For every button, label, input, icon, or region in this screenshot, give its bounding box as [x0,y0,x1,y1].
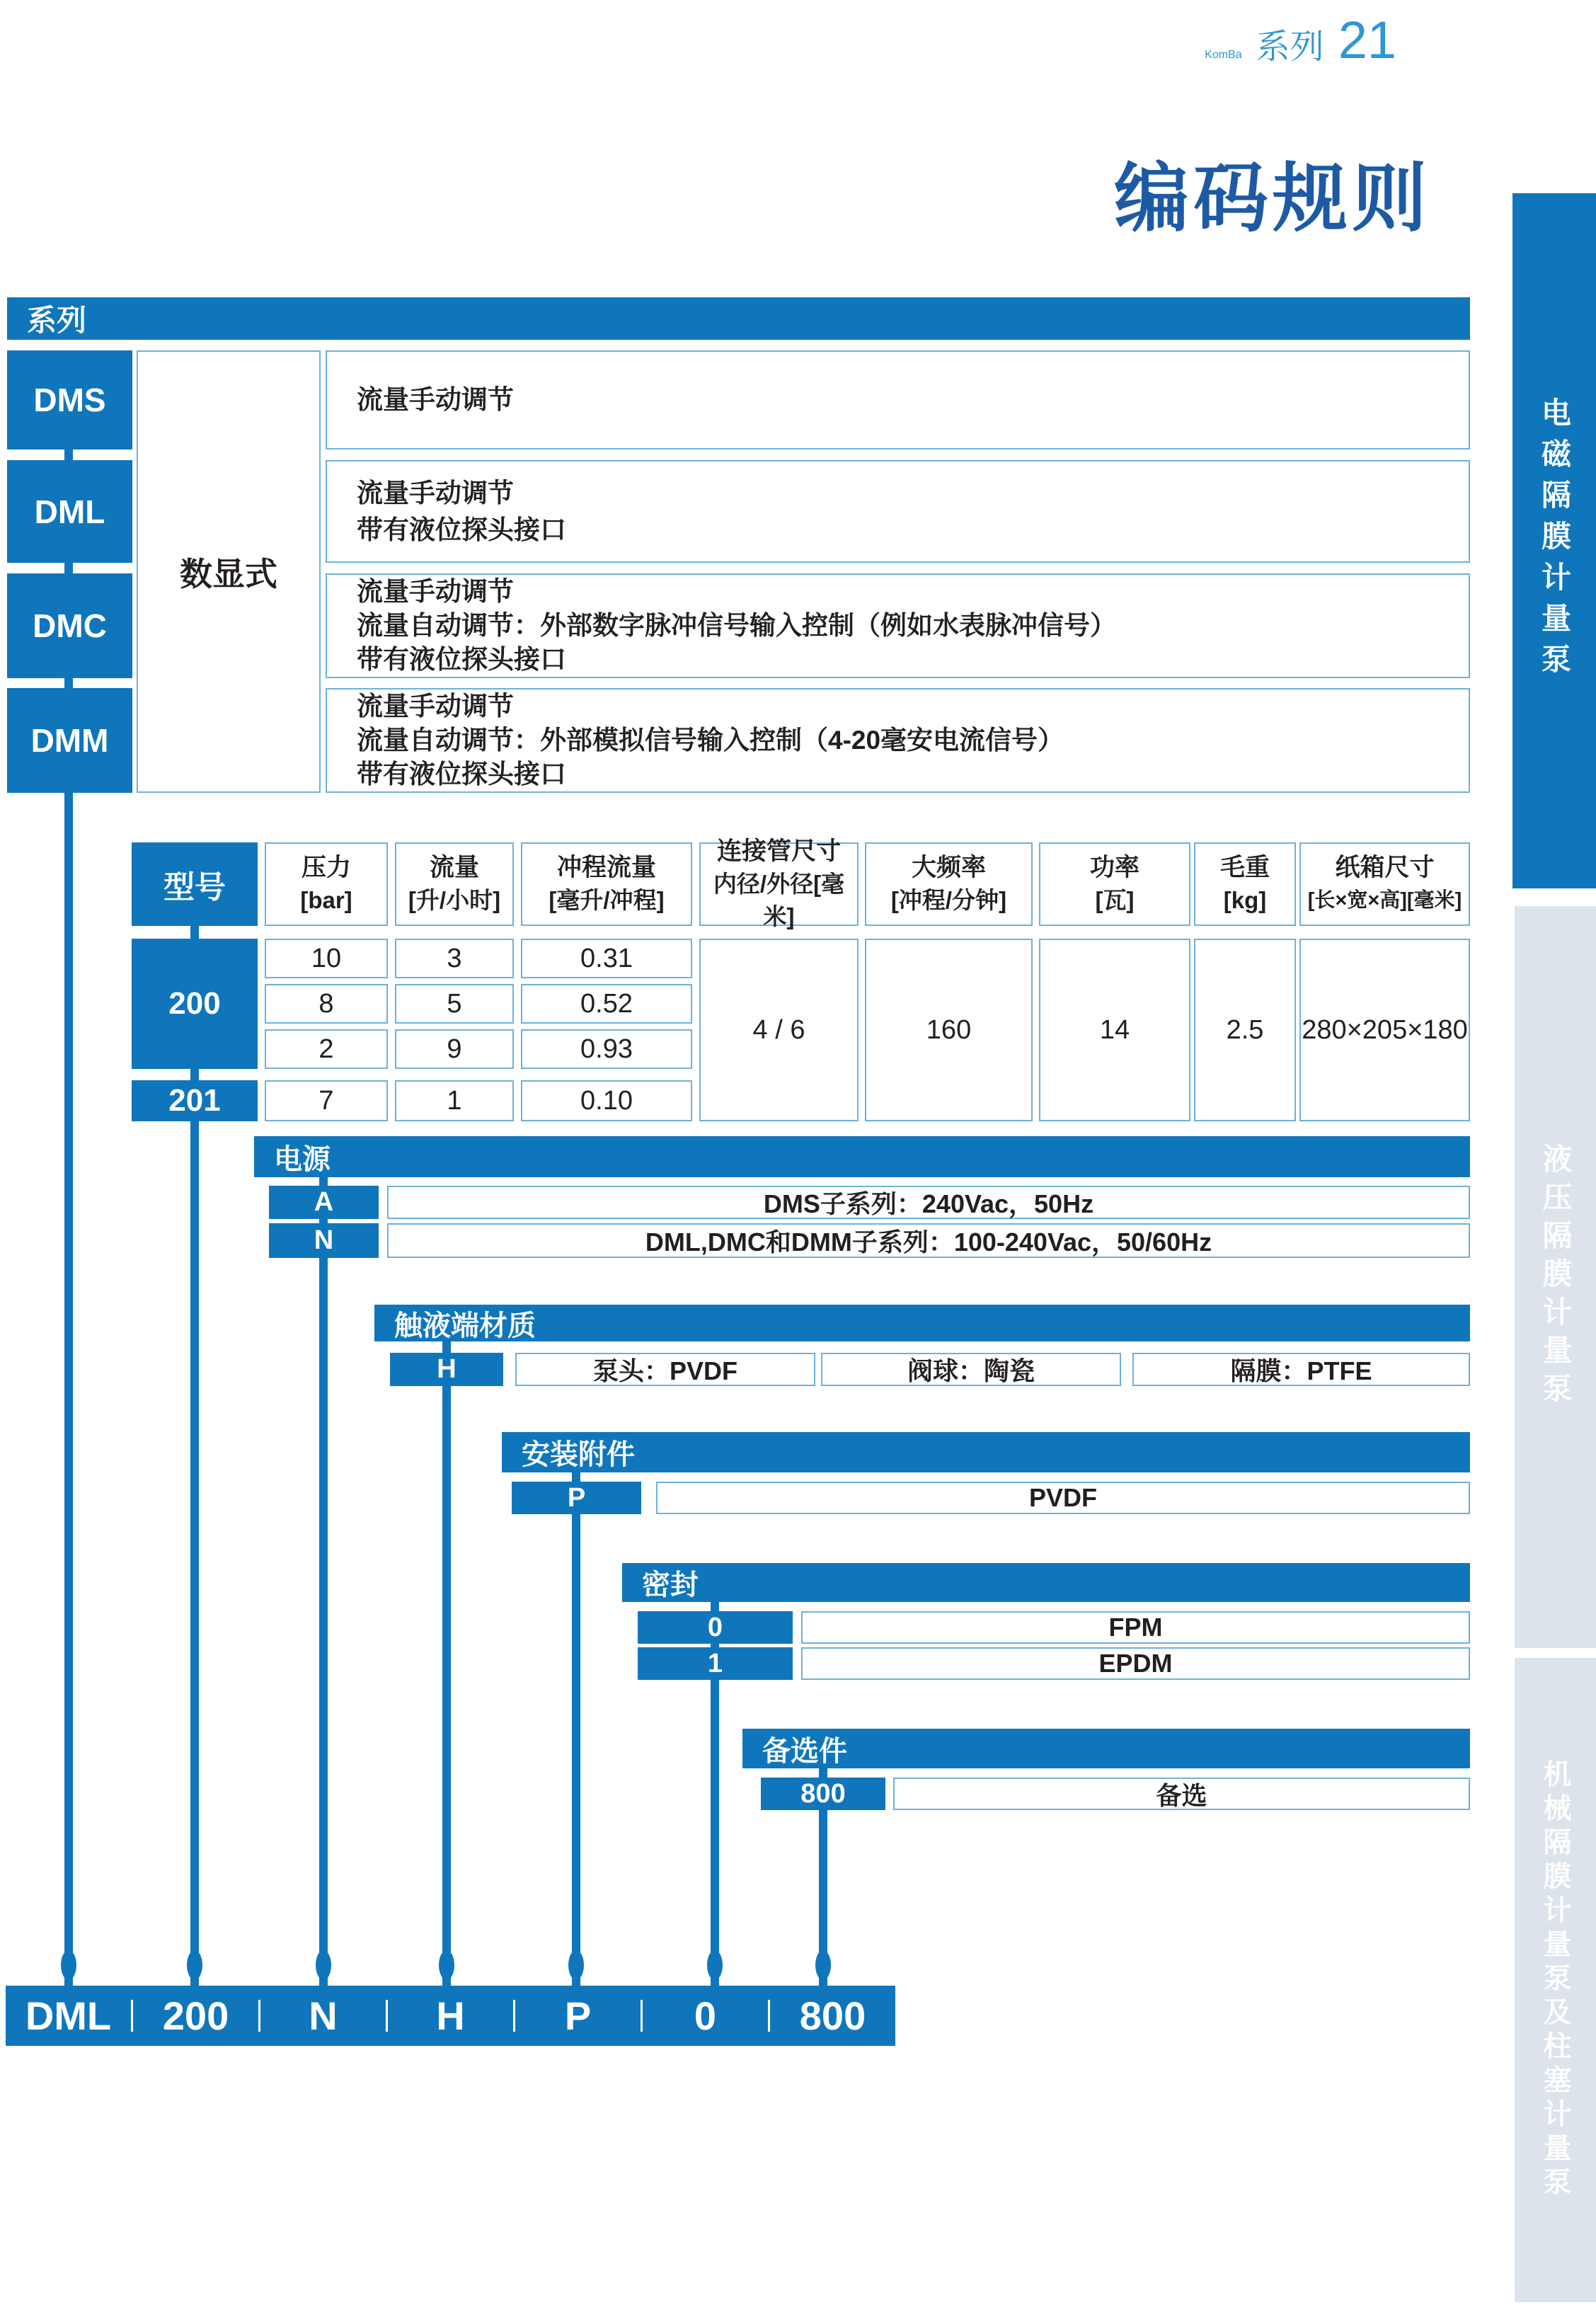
desc-line: 带有液位探头接口 [357,760,566,789]
sidebar-tab-label: 电磁隔膜计量泵 [1538,397,1571,685]
desc-line: 流量手动调节 [357,692,514,721]
option-section-label: 备选件 [762,1735,847,1767]
brand-name: KomBa [1205,49,1242,61]
table-cell: 3 [395,939,514,978]
connector-line-mount [572,1458,580,1986]
header-name: 流量 [429,854,479,881]
seal-code-0: 0 [638,1611,793,1644]
code-segment-option: 800 [799,1993,866,2038]
desc-line: 流量手动调节 [357,385,514,414]
table-cell-frequency: 160 [865,939,1033,1121]
option-desc: 备选 [893,1778,1470,1810]
seal-code-1: 1 [638,1647,793,1680]
connector-dot [707,1950,723,1980]
sidebar-tab-hydraulic-pump[interactable] [1515,906,1596,1648]
mount-code-p: P [512,1482,641,1514]
material-section-bar [374,1305,1470,1341]
seal-desc-fpm: FPM [801,1611,1470,1644]
table-cell: 0.31 [521,939,692,978]
table-cell: 5 [395,984,514,1024]
series-code-dml: DML [7,460,132,563]
header-unit: [毫升/冲程] [549,887,665,913]
table-cell: 2 [265,1029,388,1069]
table-header-frequency [865,842,1033,926]
sidebar-tab-label: 机械隔膜计量泵及柱塞计量泵 [1539,1759,1571,2201]
table-cell: 0.52 [521,984,692,1024]
connector-dot [61,1950,76,1980]
series-code-dms: DMS [7,350,132,450]
material-cell-pump-head: 泵头：PVDF [515,1353,815,1386]
power-code-a: A [269,1186,379,1219]
header-unit: [升/小时] [408,887,501,913]
code-segment-power: N [309,1993,338,2038]
header-name: 毛重 [1219,854,1270,881]
connector-line-power [319,1161,328,1986]
series-desc-dmc [326,573,1470,678]
desc-line: 流量自动调节：外部数字脉冲信号输入控制（例如水表脉冲信号） [357,611,1116,640]
table-cell-pipe: 4 / 6 [699,939,859,1121]
desc-line: 带有液位探头接口 [357,515,566,544]
table-header-model: 型号 [132,842,258,926]
header-name: 连接管尺寸 [716,837,841,865]
material-cell-diaphragm: 隔膜：PTFE [1132,1353,1470,1386]
header-name: 纸箱尺寸 [1335,854,1435,881]
header-name: 压力 [301,854,351,881]
sidebar-tab-mechanical-pump[interactable] [1515,1658,1596,2302]
power-section-bar [254,1136,1470,1177]
header-unit: [kg] [1223,887,1267,913]
page-title: 编码规则 [1114,157,1431,241]
table-cell: 8 [265,984,388,1024]
power-code-n: N [269,1223,379,1258]
desc-line: 流量自动调节：外部模拟信号输入控制（4-20毫安电流信号） [357,726,1064,755]
material-cell-valve-ball: 阀球：陶瓷 [821,1353,1121,1386]
series-code-dmm: DMM [7,688,132,793]
table-cell-carton: 280×205×180 [1299,939,1470,1121]
connector-line-material [442,1331,451,1986]
table-cell: 0.10 [521,1080,692,1121]
header-unit: [bar] [300,887,352,913]
power-section-label: 电源 [274,1143,331,1175]
table-header-stroke-flow [521,842,692,926]
code-segment-model: 200 [162,1993,229,2038]
option-section-bar [742,1729,1470,1768]
model-201-box: 201 [132,1080,258,1121]
header-unit: 内径/外径[毫米] [713,871,845,929]
connector-dot [568,1950,584,1980]
series-desc-dms [326,350,1470,450]
sidebar-tab-solenoid-pump[interactable] [1512,193,1596,888]
final-code-bar [6,1986,895,2046]
power-desc-a: DMS子系列：240Vac，50Hz [387,1186,1470,1219]
header-name: 冲程流量 [556,854,656,881]
table-header-pipe [699,837,859,929]
page-number: 21 [1338,11,1396,69]
table-header-flow [395,842,514,926]
table-cell: 10 [265,939,388,978]
mount-desc: PVDF [656,1482,1470,1514]
series-code-dmc: DMC [7,573,132,678]
table-header-weight [1194,842,1296,926]
option-code-800: 800 [761,1778,885,1810]
series-section-bar [7,297,1470,340]
display-type-box: 数显式 [137,350,321,793]
desc-line: 流量手动调节 [357,478,514,508]
connector-dot [187,1950,202,1980]
desc-line: 流量手动调节 [357,577,514,606]
header-unit: [瓦] [1095,887,1135,913]
desc-line: 带有液位探头接口 [357,645,566,674]
mount-section-bar [502,1432,1470,1472]
material-code-h: H [390,1353,503,1386]
table-cell: 7 [265,1080,388,1121]
table-cell: 0.93 [521,1029,692,1069]
mount-section-label: 安装附件 [522,1439,635,1470]
table-cell: 9 [395,1029,514,1069]
material-section-label: 触液端材质 [394,1310,536,1341]
series-section-label: 系列 [27,304,87,337]
code-segment-series: DML [25,1993,112,2038]
table-cell-power: 14 [1039,939,1190,1121]
connector-dot [439,1950,454,1980]
brand-series-word: 系列 [1256,28,1324,66]
seal-desc-epdm: EPDM [801,1647,1470,1680]
table-header-pressure [265,842,388,926]
page-header [1205,10,1396,70]
table-cell: 1 [395,1080,514,1121]
seal-section-bar [622,1563,1470,1602]
series-desc-dml [326,460,1470,563]
connector-line-seal [711,1586,719,1986]
code-segment-mount: P [564,1993,592,2038]
code-segment-seal: 0 [694,1993,717,2038]
power-desc-n: DML,DMC和DMM子系列：100-240Vac，50/60Hz [387,1223,1470,1258]
header-unit: [长×宽×高][毫米] [1307,889,1462,912]
model-200-box: 200 [132,939,258,1069]
seal-section-label: 密封 [642,1569,699,1601]
code-segment-material: H [436,1993,465,2038]
header-name: 大频率 [911,854,986,881]
connector-dot [316,1950,331,1980]
sidebar-tab-label: 液压隔膜计量泵 [1539,1143,1573,1411]
table-header-carton [1299,842,1470,926]
table-cell-weight: 2.5 [1194,939,1296,1121]
table-header-power [1039,842,1190,926]
header-unit: [冲程/分钟] [890,887,1007,913]
header-name: 功率 [1089,854,1139,881]
connector-dot [815,1950,831,1980]
series-desc-dmm [326,688,1470,793]
